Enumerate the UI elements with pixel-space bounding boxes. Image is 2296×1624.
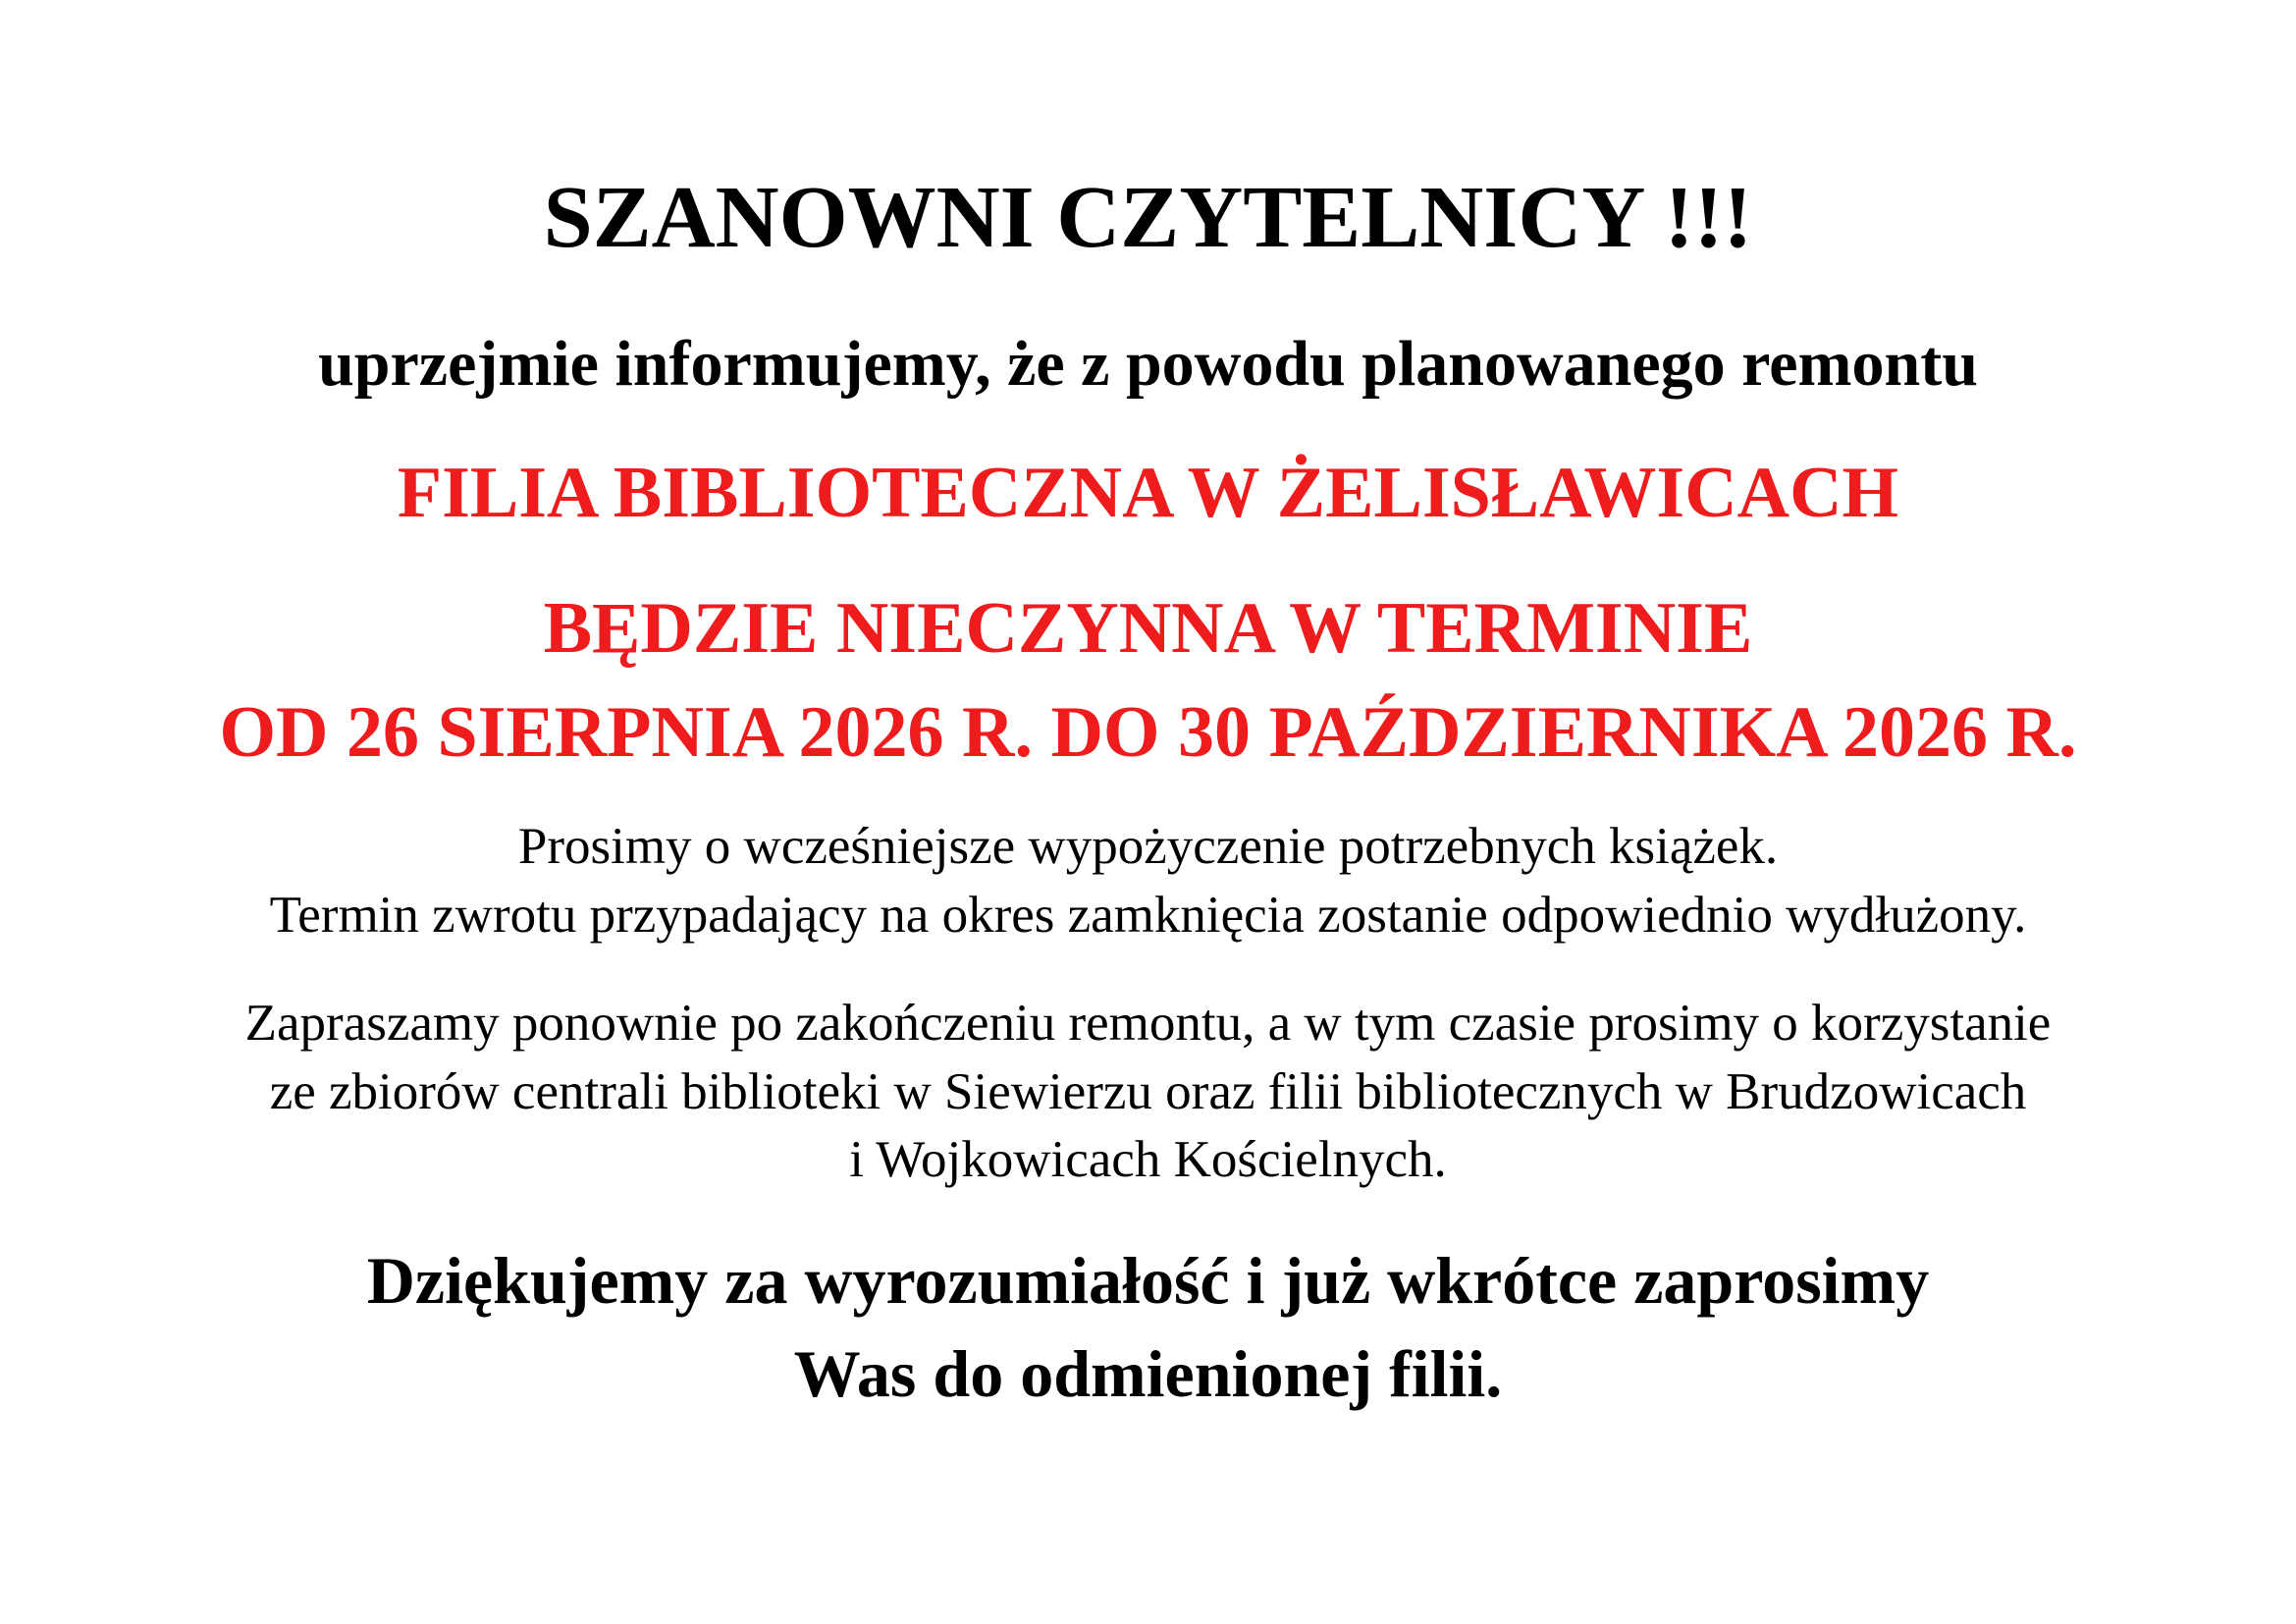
- invitation-line-1: Zapraszamy ponownie po zakończeniu remontu, a w tym czasie prosimy o korzystanie: [244, 995, 2052, 1052]
- invitation-line-2: ze zbiorów centrali biblioteki w Siewierzu oraz filii bibliotecznych w Brudzowicach: [269, 1063, 2027, 1120]
- borrow-request-line-2: Termin zwrotu przypadający na okres zamknięcia zostanie odpowiednio wydłużony.: [269, 887, 2027, 944]
- branch-name: FILIA BIBLIOTECZNA W ŻELISŁAWICACH: [397, 453, 1899, 533]
- thanks-line-2: Was do odmienionej filii.: [793, 1336, 1503, 1411]
- closure-notice-line-1: BĘDZIE NIECZYNNA W TERMINIE: [543, 588, 1753, 669]
- notice-intro: uprzejmie informujemy, że z powodu planowanego remontu: [318, 328, 1978, 400]
- closure-dates-line: OD 26 SIERPNIA 2026 R. DO 30 PAŹDZIERNIKA 2026 R.: [219, 692, 2077, 773]
- thanks-line-1: Dziękujemy za wyrozumiałość i już wkrótce zaprosimy: [366, 1243, 1930, 1318]
- invitation-line-3: i Wojkowicach Kościelnych.: [849, 1131, 1447, 1188]
- notice-heading: SZANOWNI CZYTELNICY !!!: [543, 169, 1753, 266]
- borrow-request-line-1: Prosimy o wcześniejsze wypożyczenie potrzebnych książek.: [517, 818, 1779, 875]
